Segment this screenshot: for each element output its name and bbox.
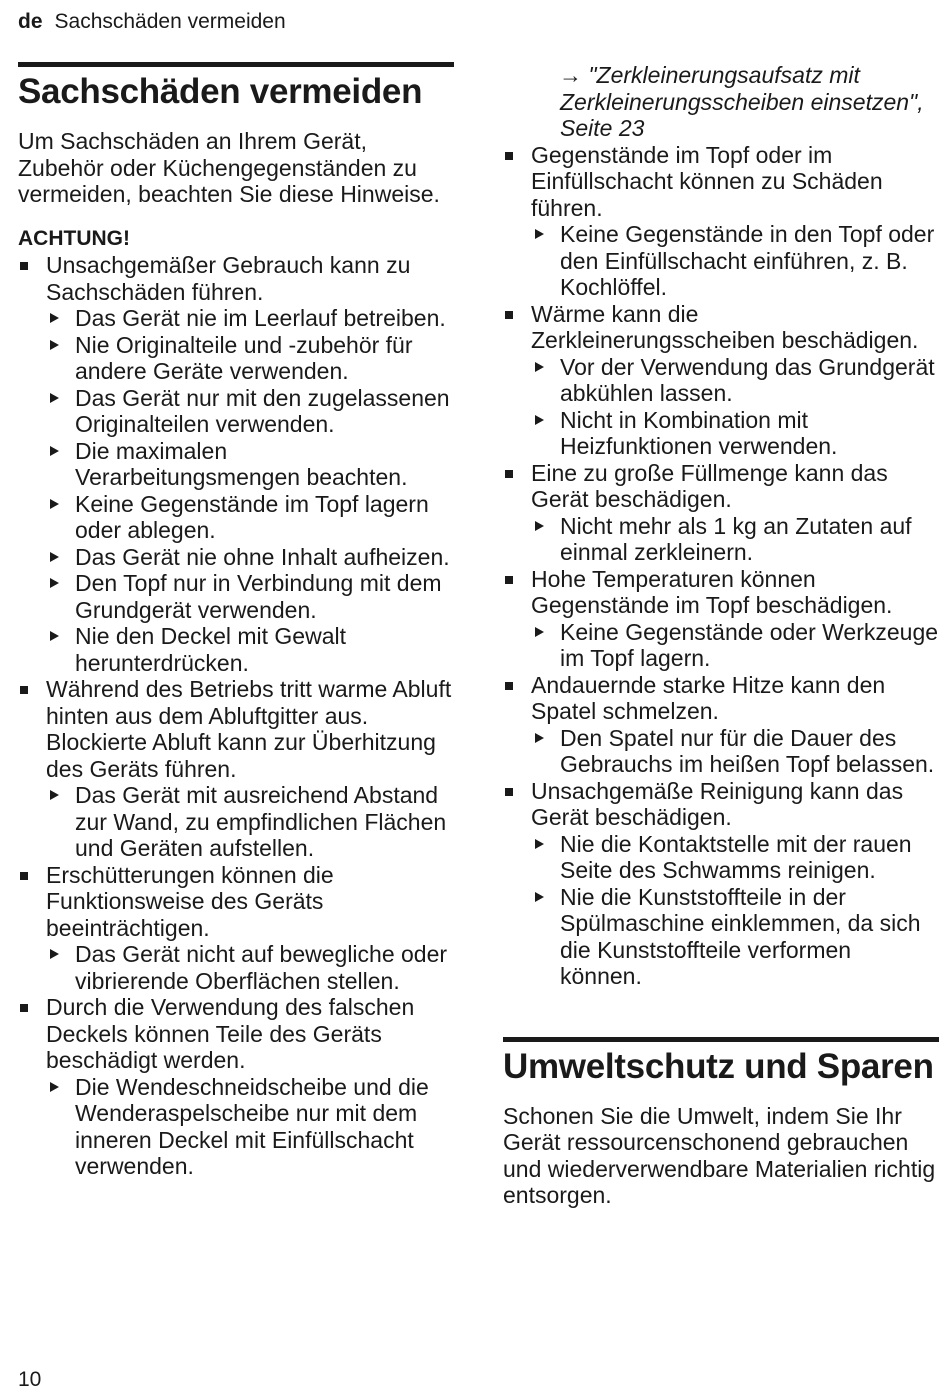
warning-list-continued: [503, 142, 939, 990]
list-item: [18, 862, 454, 995]
instruction-step-text: Nie die Kontaktstelle mit der rauen Seite des Schwamms reinigen.: [560, 830, 912, 883]
instruction-step-text: Vor der Verwendung das Grundgerät abkühlen lassen.: [560, 353, 935, 406]
list-item: [503, 566, 939, 672]
list-item-text: Andauernde starke Hitze kann den Spatel schmelzen.: [531, 671, 886, 724]
instruction-step: [531, 884, 939, 990]
warning-label: ACHTUNG!: [18, 226, 130, 250]
section-rule: [18, 62, 454, 67]
triangle-bullet-icon: [50, 1082, 59, 1092]
list-item: [503, 460, 939, 566]
instruction-step: [46, 941, 454, 994]
left-column: [18, 62, 454, 1180]
list-item-text: Hohe Temperaturen können Gegenstände im Topf beschädigen.: [531, 565, 893, 618]
instruction-step-text: Das Gerät nie ohne Inhalt aufheizen.: [75, 543, 450, 570]
page-header: [18, 9, 286, 35]
list-item: [503, 672, 939, 778]
instruction-step: [531, 831, 939, 884]
triangle-bullet-icon: [50, 790, 59, 800]
list-item-text: Während des Betriebs tritt warme Abluft hinten aus dem Abluftgitter aus. Blockierte Abluft kann zur Überhitzung des Geräts führen.: [46, 676, 452, 782]
instruction-step-text: Keine Gegenstände in den Topf oder den Einfüllschacht einführen, z. B. Kochlöffel.: [560, 221, 935, 300]
triangle-bullet-icon: [50, 552, 59, 562]
triangle-bullet-icon: [535, 892, 544, 902]
triangle-bullet-icon: [535, 733, 544, 743]
section-title-environment: Umweltschutz und Sparen: [503, 1046, 934, 1086]
list-item-text: Erschütterungen können die Funktionsweise des Geräts beeinträchtigen.: [46, 861, 334, 941]
list-item: [503, 778, 939, 990]
triangle-bullet-icon: [50, 446, 59, 456]
section-rule: [503, 1037, 939, 1042]
triangle-bullet-icon: [535, 839, 544, 849]
instruction-step-text: Die maximalen Verarbeitungsmengen beachten.: [75, 437, 408, 490]
list-item-text: Unsachgemäße Reinigung kann das Gerät beschädigen.: [531, 777, 904, 830]
language-code: de: [18, 10, 43, 33]
instruction-step: [46, 1074, 454, 1180]
instruction-step-text: Den Spatel nur für die Dauer des Gebrauchs im heißen Topf belassen.: [560, 724, 935, 777]
square-bullet-icon: [20, 1004, 28, 1012]
instruction-step: [531, 513, 939, 566]
section-intro: Um Sachschäden an Ihrem Gerät, Zubehör oder Küchengegenständen zu vermeiden, beachten Sie diese Hinweise.: [18, 128, 440, 207]
page-number: 10: [18, 1368, 42, 1391]
instruction-list: [46, 305, 454, 676]
instruction-step: [46, 623, 454, 676]
list-item: [18, 676, 454, 862]
square-bullet-icon: [505, 470, 513, 478]
instruction-list: [531, 831, 939, 990]
square-bullet-icon: [505, 788, 513, 796]
instruction-step-text: Das Gerät nicht auf bewegliche oder vibrierende Oberflächen stellen.: [75, 941, 448, 994]
triangle-bullet-icon: [535, 229, 544, 239]
instruction-step-text: Das Gerät nie im Leerlauf betreiben.: [75, 305, 446, 331]
square-bullet-icon: [505, 576, 513, 584]
instruction-step: [531, 725, 939, 778]
instruction-step-text: Nicht mehr als 1 kg an Zutaten auf einmal zerkleinern.: [560, 512, 912, 565]
list-item-text: Gegenstände im Topf oder im Einfüllschacht können zu Schäden führen.: [531, 141, 883, 221]
right-column: [503, 62, 939, 1209]
list-item: [503, 301, 939, 460]
section-title: Sachschäden vermeiden: [18, 72, 423, 111]
instruction-step-text: Keine Gegenstände im Topf lagern oder ablegen.: [75, 490, 429, 543]
triangle-bullet-icon: [535, 415, 544, 425]
instruction-list: [531, 513, 939, 566]
instruction-list: [531, 725, 939, 778]
instruction-step-text: Nie die Kunststoffteile in der Spülmaschine einklemmen, da sich die Kunststoffteile verformen können.: [560, 883, 921, 989]
instruction-step: [531, 221, 939, 301]
triangle-bullet-icon: [50, 578, 59, 588]
instruction-step: [531, 354, 939, 407]
triangle-bullet-icon: [50, 313, 59, 323]
triangle-bullet-icon: [50, 393, 59, 403]
triangle-bullet-icon: [50, 340, 59, 350]
triangle-bullet-icon: [50, 949, 59, 959]
instruction-step: [46, 305, 454, 332]
instruction-step: [46, 570, 454, 623]
section-intro-environment: Schonen Sie die Umwelt, indem Sie Ihr Gerät ressourcenschonend gebrauchen und wiederverwendbare Materialien richtig entsorgen.: [503, 1102, 936, 1208]
instruction-step-text: Das Gerät nur mit den zugelassenen Originalteilen verwenden.: [75, 384, 450, 437]
instruction-step: [46, 491, 454, 544]
triangle-bullet-icon: [535, 627, 544, 637]
list-item: [18, 994, 454, 1180]
instruction-step: [531, 407, 939, 460]
instruction-step-text: Nie Originalteile und -zubehör für andere Geräte verwenden.: [75, 331, 413, 384]
instruction-list: [46, 941, 454, 994]
instruction-step-text: Das Gerät mit ausreichend Abstand zur Wand, zu empfindlichen Flächen und Geräten aufstellen.: [75, 782, 447, 861]
instruction-step: [46, 782, 454, 862]
list-item: [18, 252, 454, 676]
instruction-list: [531, 619, 939, 672]
list-item: [503, 142, 939, 301]
instruction-step-text: Nicht in Kombination mit Heizfunktionen verwenden.: [560, 406, 838, 459]
header-section-title: Sachschäden vermeiden: [54, 10, 286, 33]
instruction-list: [46, 1074, 454, 1180]
instruction-step-text: Die Wendeschneidscheibe und die Wenderaspelscheibe nur mit dem inneren Deckel mit Einfüllschacht verwenden.: [75, 1073, 429, 1179]
cross-reference: → "Zerkleinerungsaufsatz mit Zerkleinerungsscheiben einsetzen", Seite 23: [559, 62, 924, 141]
instruction-step-text: Nie den Deckel mit Gewalt herunterdrücken.: [75, 623, 346, 676]
square-bullet-icon: [505, 682, 513, 690]
instruction-step: [46, 385, 454, 438]
list-item-text: Durch die Verwendung des falschen Deckels können Teile des Geräts beschädigt werden.: [46, 994, 415, 1073]
instruction-list: [46, 782, 454, 862]
triangle-bullet-icon: [535, 362, 544, 372]
list-item-text: Unsachgemäßer Gebrauch kann zu Sachschäden führen.: [46, 252, 411, 305]
triangle-bullet-icon: [50, 631, 59, 641]
square-bullet-icon: [20, 686, 28, 694]
instruction-list: [531, 354, 939, 460]
instruction-step: [531, 619, 939, 672]
square-bullet-icon: [20, 262, 28, 270]
list-item-text: Eine zu große Füllmenge kann das Gerät beschädigen.: [531, 459, 888, 512]
list-item-text: Wärme kann die Zerkleinerungsscheiben beschädigen.: [531, 300, 919, 353]
square-bullet-icon: [20, 872, 28, 880]
triangle-bullet-icon: [535, 521, 544, 531]
square-bullet-icon: [505, 152, 513, 160]
instruction-list: [531, 221, 939, 301]
square-bullet-icon: [505, 311, 513, 319]
triangle-bullet-icon: [50, 499, 59, 509]
instruction-step-text: Keine Gegenstände oder Werkzeuge im Topf lagern.: [560, 618, 939, 671]
instruction-step: [46, 544, 454, 571]
instruction-step-text: Den Topf nur in Verbindung mit dem Grundgerät verwenden.: [75, 570, 442, 623]
instruction-step: [46, 332, 454, 385]
warning-list: [18, 252, 454, 1180]
instruction-step: [46, 438, 454, 491]
